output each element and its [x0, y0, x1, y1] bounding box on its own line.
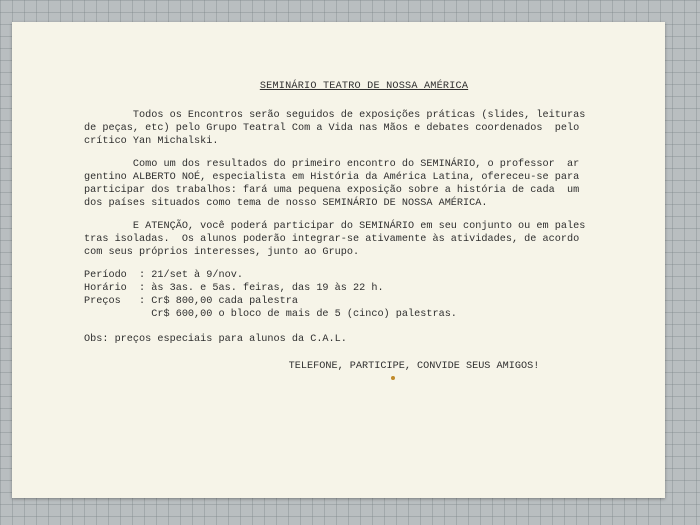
paragraph-encounters: Todos os Encontros serão seguidos de exposições práticas (slides, leituras de peças, etc) pelo Grupo Teatral Com a Vida nas Mãos e debates coordenados pelo crítico Yan Michalski.: [84, 110, 586, 147]
paragraph-attention: E ATENÇÃO, você poderá participar do SEMINÁRIO em seu conjunto ou em pales tras isoladas. Os alunos poderão integrar-se ativamente às atividades, de acordo com seus próprios interesses, junto ao Grupo.: [84, 221, 586, 258]
schedule-block: Período : 21/set à 9/nov. Horário : às 3as. e 5as. feiras, das 19 às 22 h. Preços : Cr$ 800,00 cada palestra Cr$ 600,00 o bloco de mais de 5 (cinco) palestras.: [84, 270, 457, 320]
obs-note: Obs: preços especiais para alunos da C.A.L.: [84, 334, 347, 345]
document-page: [12, 22, 665, 498]
paragraph-professor: Como um dos resultados do primeiro encontro do SEMINÁRIO, o professor ar gentino ALBERTO NOÉ, especialista em História da América Latina, ofereceu-se para participar dos trabalhos: fará uma pequena exposição sobre a história de cada um dos países situados como tema de nosso SEMINÁRIO DE NOSSA AMÉRICA.: [84, 159, 580, 209]
closing-call-to-action: TELEFONE, PARTICIPE, CONVIDE SEUS AMIGOS!: [288, 361, 540, 372]
document-body: [84, 80, 644, 373]
document-title: SEMINÁRIO TEATRO DE NOSSA AMÉRICA: [259, 81, 469, 92]
ink-spot: [391, 376, 395, 380]
